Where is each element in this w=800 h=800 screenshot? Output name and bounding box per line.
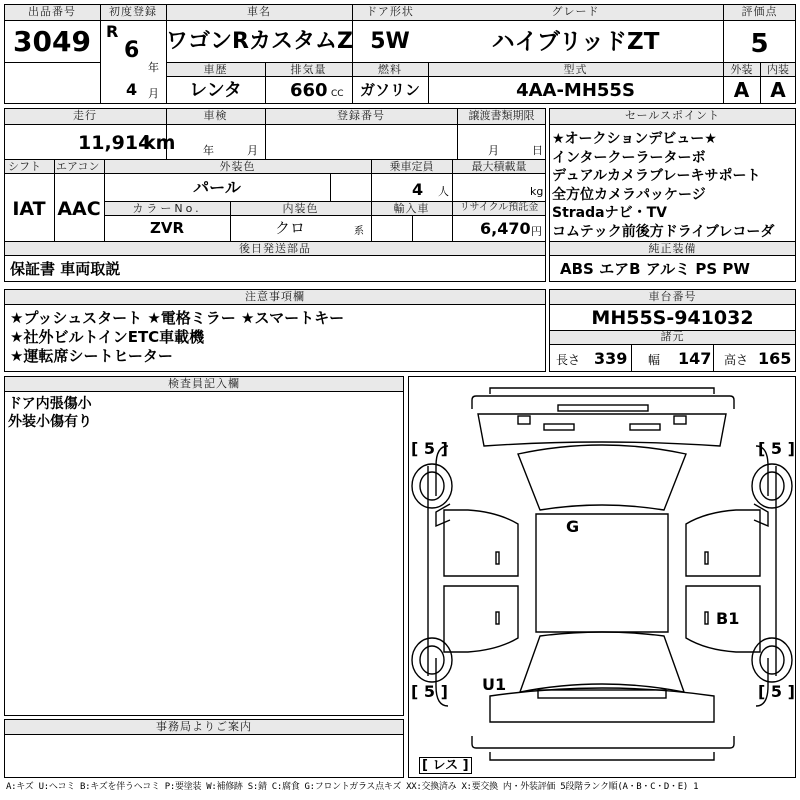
- yen-unit: 円: [531, 225, 542, 238]
- damage-mark-u1: U1: [482, 675, 507, 694]
- car-damage-diagram: [408, 376, 796, 778]
- std-equip-label: 純正装備: [648, 242, 697, 255]
- length: 339: [594, 349, 628, 368]
- sales-points-label: セールスポイント: [624, 109, 720, 122]
- color-no: ZVR: [149, 219, 185, 237]
- car-name-label: 車名: [247, 5, 271, 18]
- displacement: 660: [290, 80, 328, 101]
- history: レンタ: [189, 80, 242, 101]
- tire-rr: [ 5 ]: [758, 682, 795, 701]
- recycle: 6,470: [480, 219, 531, 238]
- cc-unit: CC: [331, 89, 344, 99]
- height: 165: [758, 349, 792, 368]
- shift-label: シフト: [8, 160, 41, 173]
- inspector-note: 外装小傷有り: [8, 414, 92, 430]
- note-line: ★運転席シートヒーター: [10, 347, 173, 365]
- persons-unit: 人: [438, 185, 449, 198]
- score-label: 評価点: [741, 5, 778, 18]
- note-line: ★社外ビルトインETC車載機: [10, 328, 205, 346]
- score: 5: [750, 29, 769, 59]
- int-color-label: 内装色: [282, 202, 319, 215]
- reg-month: 4: [126, 80, 138, 99]
- later-parts: 保証書 車両取説: [10, 260, 121, 278]
- inspector-label: 検査員記入欄: [168, 377, 240, 390]
- sales-point: コムテック前後方ドライブレコーダ: [552, 223, 775, 240]
- length-label: 長さ: [556, 353, 581, 367]
- capacity-label: 乗車定員: [389, 160, 434, 173]
- capacity: 4: [412, 180, 424, 199]
- model-code: 4AA-MH55S: [516, 80, 635, 101]
- sales-point: Stradaナビ・TV: [552, 205, 667, 221]
- displacement-label: 排気量: [290, 63, 327, 76]
- era: R: [106, 22, 119, 41]
- int-color: クロ: [274, 219, 305, 237]
- inspector-notes: [8, 395, 92, 431]
- fuel-label: 燃料: [378, 63, 402, 76]
- car-name: ワゴンRカスタムZ: [166, 29, 353, 54]
- notes-label: 注意事項欄: [245, 290, 305, 303]
- interior-label: 内装: [767, 63, 789, 76]
- sales-points-list: [552, 130, 774, 241]
- kg-unit: kg: [530, 185, 544, 198]
- month-unit: 月: [148, 87, 159, 100]
- max-load-label: 最大積載量: [471, 160, 527, 173]
- width-label: 幅: [648, 353, 661, 367]
- ext-color: パール: [193, 178, 241, 197]
- mileage: 11,914: [78, 132, 152, 154]
- inspection-month-unit: 月: [247, 144, 258, 157]
- chassis-number: MH55S-941032: [591, 307, 754, 329]
- fuel: ガソリン: [359, 81, 420, 99]
- transfer-day-unit: 日: [532, 144, 543, 157]
- recycle-label: リサイクル預託金: [459, 202, 539, 213]
- lot-number-label: 出品番号: [28, 5, 76, 18]
- history-label: 車歴: [203, 63, 228, 76]
- grade-label: グレード: [551, 5, 600, 18]
- damage-legend: A:キズ U:ヘコミ B:キズを伴うヘコミ P:要塗装 W:補修跡 S:錆 C:腐食 G:フロントガラス点キズ XX:交換済み X:要交換 内・外装評価 5段階ランク順(A・B・C・D・E) 1: [6, 782, 699, 792]
- km-unit: km: [143, 132, 176, 154]
- std-equip: ABS エアB アルミ PS PW: [560, 260, 750, 278]
- year-unit: 年: [148, 61, 159, 74]
- inspector-note: ドア内張傷小: [8, 396, 92, 412]
- notes-list: [10, 309, 344, 366]
- import-label: 輸入車: [393, 202, 430, 215]
- exterior-label: 外装: [730, 63, 753, 76]
- transfer-deadline-label: 譲渡書類期限: [468, 109, 535, 122]
- transfer-month-unit: 月: [488, 144, 499, 157]
- door-type: 5W: [370, 29, 410, 54]
- aircon-label: エアコン: [56, 160, 100, 173]
- door-type-label: ドア形状: [366, 5, 414, 18]
- first-reg-label: 初度登録: [109, 5, 157, 18]
- office-label: 事務局よりご案内: [156, 720, 252, 733]
- spare-tire: [ レス ]: [419, 757, 472, 774]
- damage-mark-b1: B1: [716, 609, 740, 628]
- sales-point: デュアルカメラブレーキサポート: [552, 168, 761, 184]
- system-unit: 系: [354, 226, 364, 237]
- tire-fl: [ 5 ]: [411, 439, 448, 458]
- interior-grade: A: [770, 78, 786, 102]
- color-no-label: カラーNo.: [132, 202, 202, 215]
- grade: ハイブリッドZT: [491, 29, 660, 55]
- aircon: AAC: [57, 198, 101, 220]
- model-code-label: 型式: [563, 63, 588, 76]
- shift: IAT: [12, 198, 46, 220]
- reg-year: 6: [124, 38, 140, 63]
- mileage-label: 走行: [73, 109, 97, 122]
- dimensions-label: 諸元: [660, 330, 685, 343]
- damage-mark-glass: G: [566, 517, 580, 536]
- exterior-grade: A: [733, 78, 750, 102]
- inspection-year-unit: 年: [203, 144, 214, 157]
- inspection-label: 車検: [203, 109, 228, 122]
- tire-fr: [ 5 ]: [758, 439, 795, 458]
- chassis-label: 車台番号: [648, 290, 697, 303]
- ext-color-label: 外装色: [219, 160, 256, 173]
- reg-number-label: 登録番号: [337, 109, 385, 122]
- sales-point: インタークーラーターボ: [552, 149, 706, 166]
- sales-point: ★オークションデビュー★: [552, 131, 717, 147]
- lot-number: 3049: [13, 25, 91, 58]
- tire-rl: [ 5 ]: [411, 682, 448, 701]
- note-line: ★プッシュスタート ★電格ミラー ★スマートキー: [10, 309, 345, 327]
- height-label: 高さ: [724, 353, 749, 367]
- later-parts-label: 後日発送部品: [239, 242, 311, 255]
- sales-point: 全方位カメラパッケージ: [552, 186, 706, 203]
- width: 147: [678, 349, 712, 368]
